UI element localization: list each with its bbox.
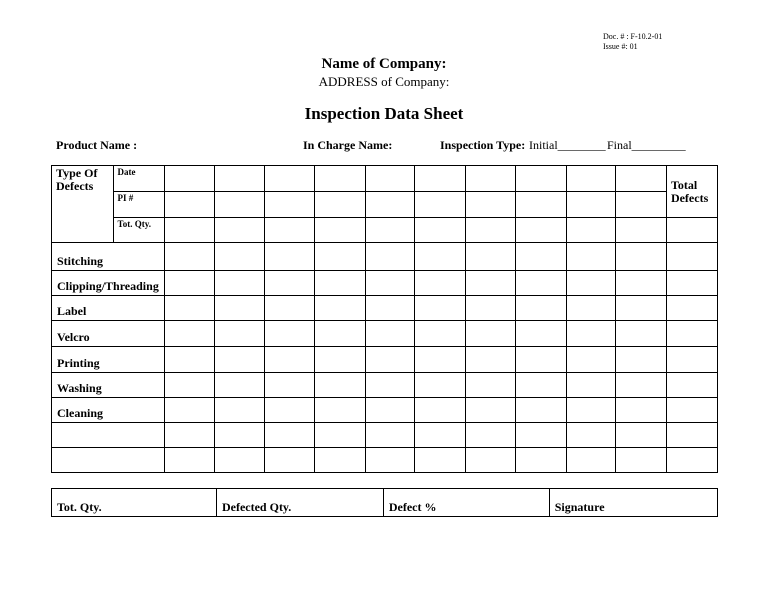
- entry-cell[interactable]: [616, 192, 667, 218]
- summary-row: [52, 489, 718, 517]
- entry-cell[interactable]: [314, 296, 365, 321]
- summary-cell[interactable]: Signature: [549, 489, 717, 517]
- defect-category-label: Velcro: [52, 321, 165, 347]
- entry-cell[interactable]: [365, 296, 415, 321]
- total-entry-cell[interactable]: [666, 296, 717, 321]
- entry-cell[interactable]: [265, 166, 315, 192]
- entry-cell[interactable]: [365, 373, 415, 398]
- entry-cell[interactable]: [466, 192, 516, 218]
- product-name-label: Product Name :: [56, 138, 138, 152]
- entry-cell[interactable]: [466, 218, 516, 243]
- defect-category-label: Label: [52, 296, 165, 321]
- entry-cell[interactable]: [214, 347, 265, 373]
- entry-cell[interactable]: [314, 448, 365, 473]
- entry-cell[interactable]: [314, 398, 365, 423]
- entry-cell[interactable]: [515, 448, 566, 473]
- entry-cell[interactable]: [515, 373, 566, 398]
- entry-cell[interactable]: [566, 398, 616, 423]
- entry-cell[interactable]: [515, 192, 566, 218]
- entry-cell[interactable]: [415, 398, 466, 423]
- type-of-defects-header: Type Of Defects: [52, 166, 114, 243]
- entry-cell[interactable]: [365, 321, 415, 347]
- entry-cell[interactable]: [515, 243, 566, 271]
- entry-cell[interactable]: [164, 398, 214, 423]
- entry-cell[interactable]: [616, 218, 667, 243]
- entry-cell[interactable]: [616, 321, 667, 347]
- inspection-table: [51, 165, 718, 473]
- entry-cell[interactable]: [214, 243, 265, 271]
- defect-category-label: [52, 423, 165, 448]
- defect-row: [52, 347, 718, 373]
- entry-cell[interactable]: [265, 218, 315, 243]
- entry-cell[interactable]: [365, 347, 415, 373]
- entry-cell[interactable]: [566, 423, 616, 448]
- entry-cell[interactable]: [566, 296, 616, 321]
- defect-row: [52, 296, 718, 321]
- header-row: [52, 218, 718, 243]
- entry-cell[interactable]: [566, 373, 616, 398]
- sub-header-label: PI #: [113, 192, 164, 218]
- entry-cell[interactable]: [415, 321, 466, 347]
- entry-cell[interactable]: [616, 271, 667, 296]
- total-entry-cell[interactable]: [666, 321, 717, 347]
- entry-cell[interactable]: [415, 192, 466, 218]
- entry-cell[interactable]: [616, 398, 667, 423]
- entry-cell[interactable]: [566, 271, 616, 296]
- entry-cell[interactable]: [265, 373, 315, 398]
- entry-cell[interactable]: [314, 347, 365, 373]
- summary-cell[interactable]: Tot. Qty.: [52, 489, 217, 517]
- entry-cell[interactable]: [214, 373, 265, 398]
- entry-cell[interactable]: [466, 321, 516, 347]
- entry-cell[interactable]: [616, 423, 667, 448]
- entry-cell[interactable]: [314, 423, 365, 448]
- entry-cell[interactable]: [466, 243, 516, 271]
- final-option: Final_________: [607, 138, 686, 152]
- entry-cell[interactable]: [466, 296, 516, 321]
- entry-cell[interactable]: [164, 321, 214, 347]
- entry-cell[interactable]: [566, 243, 616, 271]
- entry-cell[interactable]: [265, 192, 315, 218]
- entry-cell[interactable]: [314, 166, 365, 192]
- entry-cell[interactable]: [214, 448, 265, 473]
- sheet-title: Inspection Data Sheet: [304, 104, 464, 123]
- entry-cell[interactable]: [164, 192, 214, 218]
- company-name: Name of Company:: [321, 56, 447, 72]
- entry-cell[interactable]: [214, 192, 265, 218]
- entry-cell[interactable]: [466, 347, 516, 373]
- entry-cell[interactable]: [365, 192, 415, 218]
- entry-cell[interactable]: [616, 243, 667, 271]
- entry-cell[interactable]: [566, 321, 616, 347]
- defect-category-label: Stitching: [52, 243, 165, 271]
- entry-cell[interactable]: [415, 271, 466, 296]
- entry-cell[interactable]: [415, 243, 466, 271]
- total-entry-cell[interactable]: [666, 448, 717, 473]
- entry-cell[interactable]: [265, 423, 315, 448]
- entry-cell[interactable]: [515, 423, 566, 448]
- total-entry-cell[interactable]: [666, 373, 717, 398]
- entry-cell[interactable]: [214, 321, 265, 347]
- entry-cell[interactable]: [616, 166, 667, 192]
- entry-cell[interactable]: [566, 347, 616, 373]
- total-defects-header: Total Defects: [666, 166, 717, 218]
- entry-cell[interactable]: [415, 166, 466, 192]
- total-entry-cell[interactable]: [666, 423, 717, 448]
- entry-cell[interactable]: [415, 296, 466, 321]
- summary-table: [51, 488, 718, 517]
- defect-row: [52, 243, 718, 271]
- entry-cell[interactable]: [415, 373, 466, 398]
- entry-cell[interactable]: [214, 218, 265, 243]
- header-row: [52, 166, 718, 192]
- defect-category-label: Cleaning: [52, 398, 165, 423]
- entry-cell[interactable]: [314, 271, 365, 296]
- entry-cell[interactable]: [515, 398, 566, 423]
- total-entry-cell[interactable]: [666, 243, 717, 271]
- entry-cell[interactable]: [616, 373, 667, 398]
- entry-cell[interactable]: [566, 192, 616, 218]
- entry-cell[interactable]: [515, 271, 566, 296]
- initial-option: Initial________: [529, 138, 606, 152]
- entry-cell[interactable]: [365, 448, 415, 473]
- entry-cell[interactable]: [265, 321, 315, 347]
- total-entry-cell[interactable]: [666, 347, 717, 373]
- defect-row: [52, 423, 718, 448]
- defect-category-label: [52, 448, 165, 473]
- entry-cell[interactable]: [616, 296, 667, 321]
- entry-cell[interactable]: [515, 296, 566, 321]
- entry-cell[interactable]: [164, 271, 214, 296]
- entry-cell[interactable]: [515, 321, 566, 347]
- entry-cell[interactable]: [164, 423, 214, 448]
- entry-cell[interactable]: [415, 448, 466, 473]
- entry-cell[interactable]: [265, 398, 315, 423]
- entry-cell[interactable]: [515, 347, 566, 373]
- entry-cell[interactable]: [365, 398, 415, 423]
- entry-cell[interactable]: [466, 448, 516, 473]
- entry-cell[interactable]: [164, 243, 214, 271]
- entry-cell[interactable]: [515, 218, 566, 243]
- defect-row: [52, 398, 718, 423]
- entry-cell[interactable]: [164, 218, 214, 243]
- entry-cell[interactable]: [365, 243, 415, 271]
- entry-cell[interactable]: [466, 271, 516, 296]
- entry-cell[interactable]: [214, 271, 265, 296]
- defect-category-label: Clipping/Threading: [52, 271, 165, 296]
- entry-cell[interactable]: [164, 296, 214, 321]
- total-entry-cell[interactable]: [666, 218, 717, 243]
- entry-cell[interactable]: [214, 296, 265, 321]
- entry-cell[interactable]: [616, 347, 667, 373]
- entry-cell[interactable]: [164, 347, 214, 373]
- entry-cell[interactable]: [214, 166, 265, 192]
- defect-row: [52, 321, 718, 347]
- issue-number: Issue #: 01: [603, 42, 638, 51]
- summary-cell[interactable]: Defect %: [383, 489, 549, 517]
- entry-cell[interactable]: [466, 398, 516, 423]
- entry-cell[interactable]: [214, 398, 265, 423]
- entry-cell[interactable]: [466, 423, 516, 448]
- entry-cell[interactable]: [415, 218, 466, 243]
- company-address: ADDRESS of Company:: [318, 74, 450, 89]
- defect-row: [52, 373, 718, 398]
- total-entry-cell[interactable]: [666, 398, 717, 423]
- in-charge-label: In Charge Name:: [303, 138, 393, 152]
- inspection-type-label: Inspection Type:: [440, 138, 526, 152]
- entry-cell[interactable]: [566, 448, 616, 473]
- entry-cell[interactable]: [466, 373, 516, 398]
- total-entry-cell[interactable]: [666, 271, 717, 296]
- entry-cell[interactable]: [415, 347, 466, 373]
- defect-row: [52, 448, 718, 473]
- sub-header-label: Date: [113, 166, 164, 192]
- doc-number: Doc. # : F-10.2-01: [603, 32, 663, 41]
- entry-cell[interactable]: [214, 423, 265, 448]
- entry-cell[interactable]: [415, 423, 466, 448]
- entry-cell[interactable]: [566, 166, 616, 192]
- entry-cell[interactable]: [265, 448, 315, 473]
- entry-cell[interactable]: [314, 373, 365, 398]
- summary-cell[interactable]: Defected Qty.: [216, 489, 383, 517]
- entry-cell[interactable]: [365, 423, 415, 448]
- sub-header-label: Tot. Qty.: [113, 218, 164, 243]
- entry-cell[interactable]: [164, 166, 214, 192]
- entry-cell[interactable]: [265, 296, 315, 321]
- entry-cell[interactable]: [566, 218, 616, 243]
- document-meta: [603, 32, 662, 52]
- entry-cell[interactable]: [265, 243, 315, 271]
- defect-category-label: Printing: [52, 347, 165, 373]
- entry-cell[interactable]: [466, 166, 516, 192]
- defect-category-label: Washing: [52, 373, 165, 398]
- entry-cell[interactable]: [164, 373, 214, 398]
- entry-cell[interactable]: [265, 347, 315, 373]
- entry-cell[interactable]: [365, 166, 415, 192]
- header-row: [52, 192, 718, 218]
- entry-cell[interactable]: [314, 321, 365, 347]
- entry-cell[interactable]: [365, 218, 415, 243]
- entry-cell[interactable]: [515, 166, 566, 192]
- entry-cell[interactable]: [616, 448, 667, 473]
- entry-cell[interactable]: [314, 218, 365, 243]
- entry-cell[interactable]: [265, 271, 315, 296]
- entry-cell[interactable]: [314, 192, 365, 218]
- entry-cell[interactable]: [164, 448, 214, 473]
- entry-cell[interactable]: [365, 271, 415, 296]
- entry-cell[interactable]: [314, 243, 365, 271]
- defect-row: [52, 271, 718, 296]
